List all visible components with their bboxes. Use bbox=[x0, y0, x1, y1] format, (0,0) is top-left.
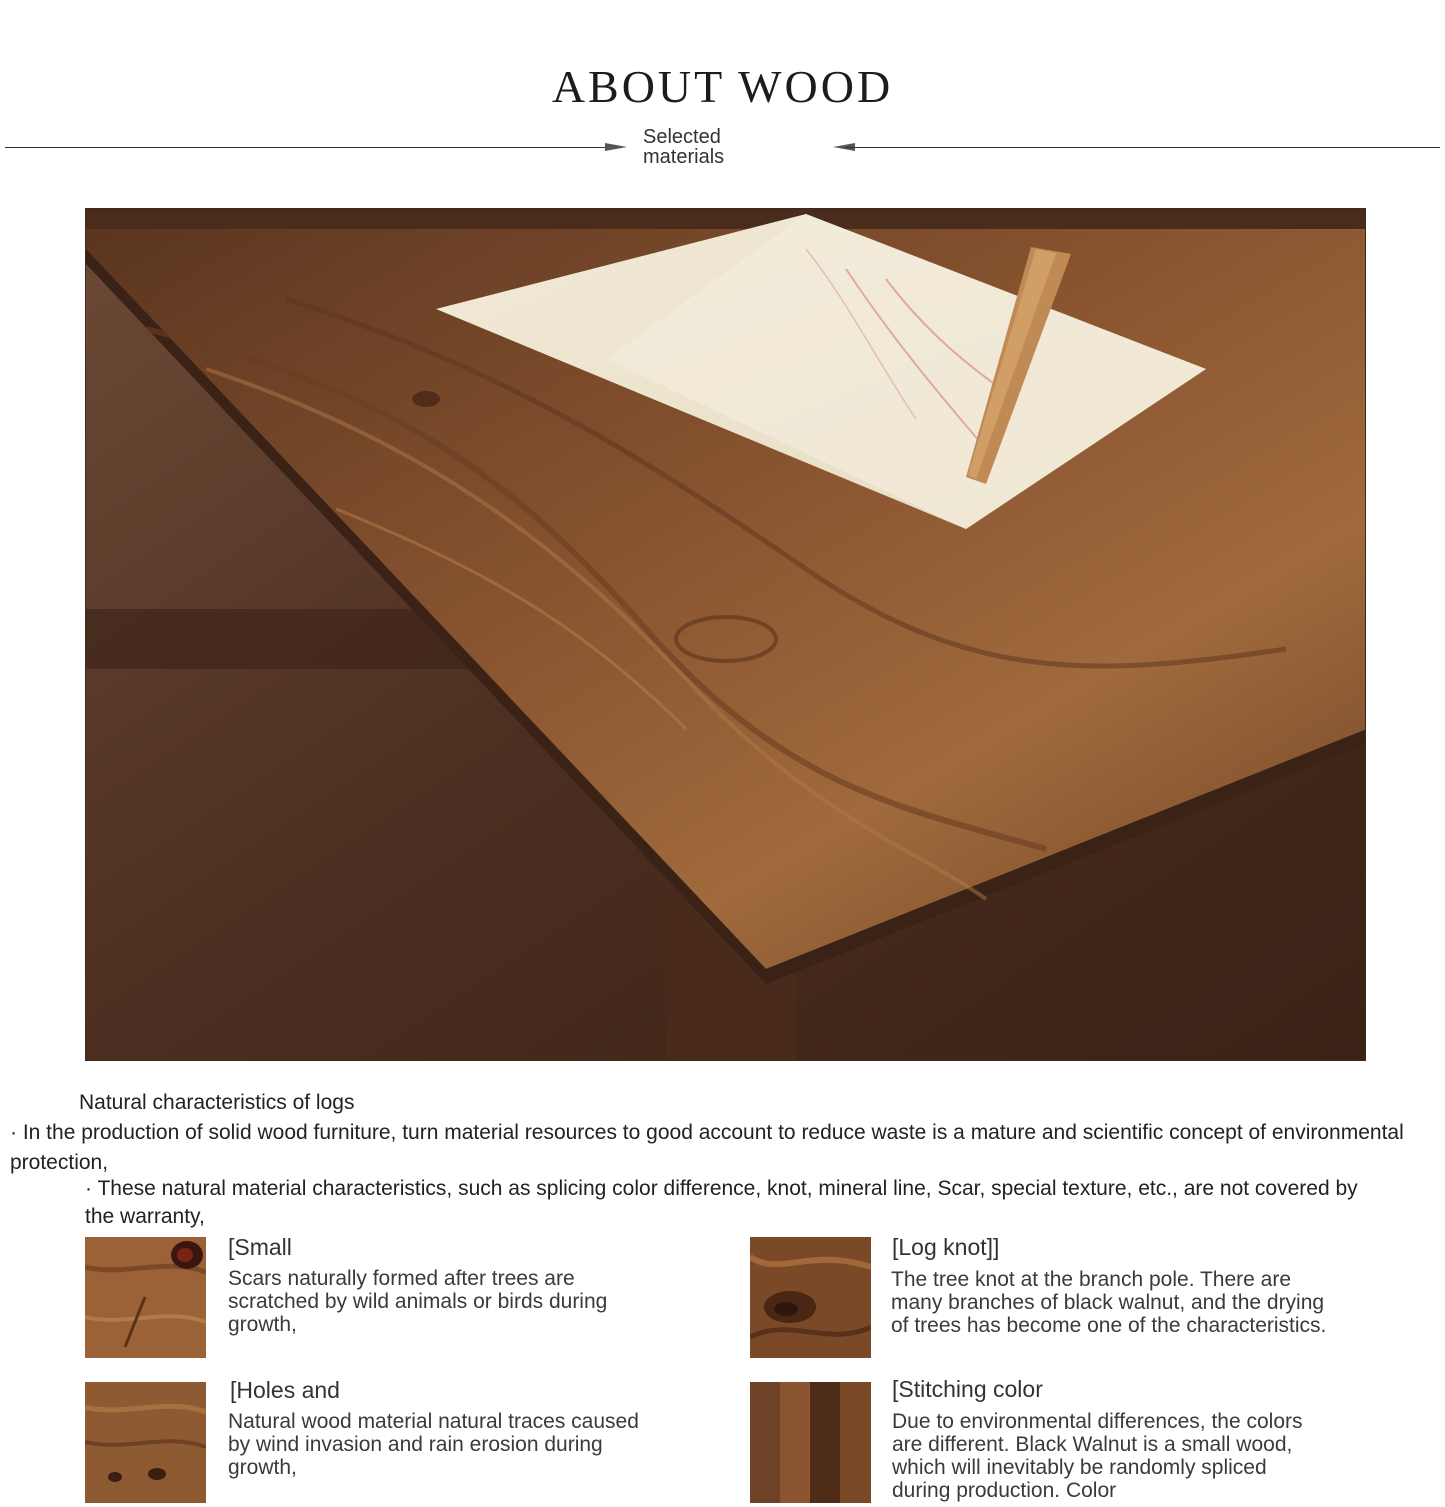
feature-title-scar: [Small bbox=[228, 1234, 292, 1260]
page-title: ABOUT WOOD bbox=[551, 61, 894, 112]
feature-title-knot: [Log knot]] bbox=[892, 1234, 1000, 1260]
divider-right bbox=[845, 147, 1440, 148]
intro-paragraph-1: · In the production of solid wood furniture, turn material resources to good account to reduce waste is a mature and scientific concept of environmental protection, bbox=[10, 1121, 1404, 1174]
feature-desc-scar: Scars naturally formed after trees are scratched by wild animals or birds during growth, bbox=[228, 1267, 608, 1336]
knot-wood-sample-icon bbox=[750, 1237, 871, 1358]
feature-desc-stitching: Due to environmental differences, the colors are different. Black Walnut is a small wood, which will inevitably be randomly spliced during production. Color bbox=[892, 1410, 1303, 1502]
feature-desc-holes: Natural wood material natural traces caused by wind invasion and rain erosion during growth, bbox=[228, 1410, 639, 1479]
intro-heading: Natural characteristics of logs bbox=[79, 1091, 355, 1114]
feature-title-holes: [Holes and bbox=[230, 1377, 340, 1403]
walnut-table-photo bbox=[85, 208, 1366, 1061]
feature-title-stitching: [Stitching color bbox=[892, 1376, 1043, 1402]
intro-paragraph-2: · These natural material characteristics, such as splicing color difference, knot, mineral line, Scar, special texture, etc., are not covered by the warranty, bbox=[85, 1177, 1358, 1228]
stitching-wood-sample-icon bbox=[750, 1382, 871, 1503]
subtitle-line-2: materials bbox=[643, 146, 725, 168]
divider-left bbox=[5, 147, 605, 148]
feature-desc-knot: The tree knot at the branch pole. There are many branches of black walnut, and the drying of trees has become one of the characteristics. bbox=[891, 1268, 1327, 1337]
section-subtitle bbox=[643, 127, 783, 167]
subtitle-line-1: Selected bbox=[643, 126, 721, 148]
divider-left-tip bbox=[605, 143, 627, 151]
holes-wood-sample-icon bbox=[85, 1382, 206, 1503]
scar-wood-sample-icon bbox=[85, 1237, 206, 1358]
